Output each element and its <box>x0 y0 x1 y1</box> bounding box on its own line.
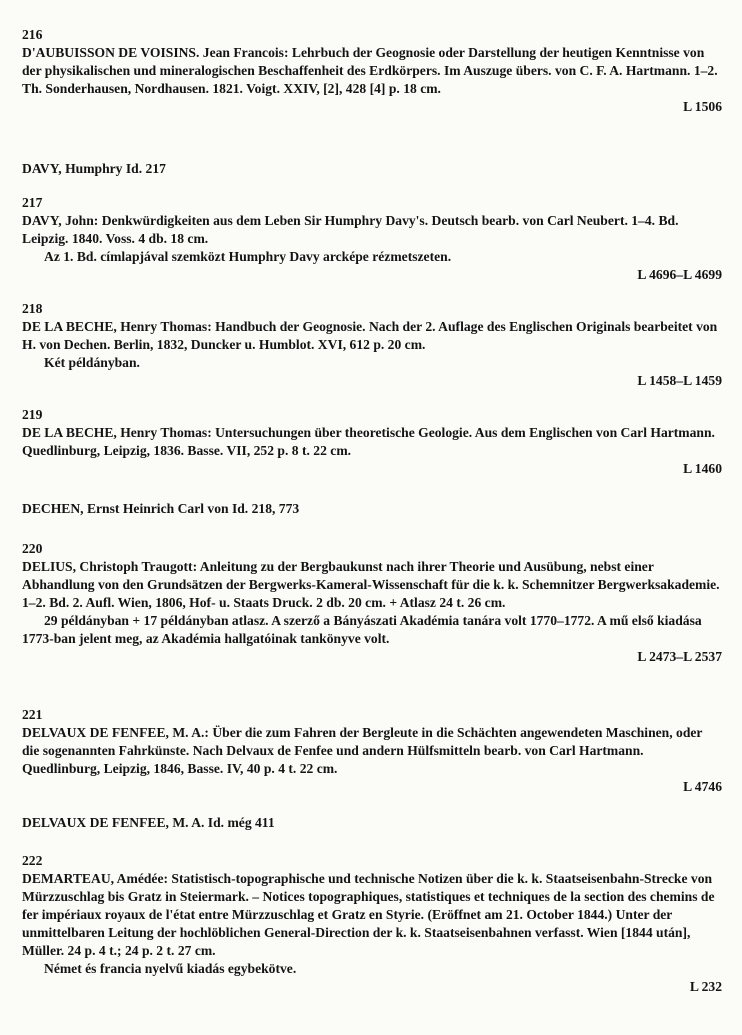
entry-note: 29 példányban + 17 példányban atlasz. A szerző a Bányászati Akadémia tanára volt 1770–1772. A mű első kiadása 1773-ban jelent meg, az Akadémia hallgatóinak tankönyve volt. <box>22 613 702 646</box>
entry-description: DELIUS, Christoph Traugott: Anleitung zu der Bergbaukunst nach ihrer Theorie und Ausübung, nebst einer Abhandlung von den Grundsätzen der Bergwerks-Kameral-Wissenschaft für die k. k. Schemnitzer Bergwerksakademie. 1–2. Bd. 2. Aufl. Wien, 1806, Hof- u. Staats Druck. 2 db. 20 cm. + Atlasz 24 t. 26 cm. <box>22 559 720 610</box>
cross-reference: DELVAUX DE FENFEE, M. A. Id. még 411 <box>22 815 275 830</box>
entry-number: 217 <box>22 195 43 210</box>
entry-number: 219 <box>22 407 43 422</box>
entry-218 <box>22 300 722 390</box>
entry-note: Az 1. Bd. címlapjával szemközt Humphry Davy arcképe rézmetszeten. <box>44 249 452 264</box>
cross-reference-dechen <box>22 500 722 518</box>
cross-reference-davy-humphry <box>22 160 722 178</box>
entry-description: DEMARTEAU, Amédée: Statistisch-topographische und technische Notizen über die k. k. Staatseisenbahn-Strecke von Mürzzuschlag bis Gratz in Steiermark. – Notices topographiques, statistiques et techniques de la section des chemins de fer impériaux royaux de l'état entre Mürzzuschlag et Gratz en Styrie. (Eröffnet am 21. October 1844.) Unter der unmittelbaren Leitung der hochlöblichen General-Direction der k. k. Staatseisenbahnen verfasst. Wien [1844 után], Müller. 24 p. 4 t.; 24 p. 2 t. 27 cm. <box>22 871 715 958</box>
cross-reference: DAVY, Humphry Id. 217 <box>22 161 166 176</box>
entry-number: 220 <box>22 541 43 556</box>
entry-number: 216 <box>22 27 43 42</box>
entry-221 <box>22 706 722 796</box>
entry-222 <box>22 852 722 996</box>
entry-216 <box>22 26 722 116</box>
entry-shelfmark: L 1458–L 1459 <box>637 373 722 388</box>
entry-shelfmark: L 1506 <box>683 99 722 114</box>
entry-219 <box>22 406 722 478</box>
entry-number: 218 <box>22 301 43 316</box>
entry-description: DELVAUX DE FENFEE, M. A.: Über die zum Fahren der Bergleute in die Schächten angewendeten Maschinen, oder die sogenannten Fahrkünste. Nach Delvaux de Fenfee und andern Hülfsmitteln bearb. von Carl Hartmann. Quedlinburg, Leipzig, 1846, Basse. IV, 40 p. 4 t. 22 cm. <box>22 725 703 776</box>
entry-shelfmark: L 4746 <box>683 779 722 794</box>
cross-reference-delvaux <box>22 814 722 832</box>
entry-description: DE LA BECHE, Henry Thomas: Handbuch der Geognosie. Nach der 2. Auflage des Englischen Originals bearbeitet von H. von Dechen. Berlin, 1832, Duncker u. Humblot. XVI, 612 p. 20 cm. <box>22 319 718 352</box>
cross-reference: DECHEN, Ernst Heinrich Carl von Id. 218, 773 <box>22 501 300 516</box>
entry-description: DE LA BECHE, Henry Thomas: Untersuchungen über theoretische Geologie. Aus dem Englischen von Carl Hartmann. Quedlinburg, Leipzig, 1836. Basse. VII, 252 p. 8 t. 22 cm. <box>22 425 715 458</box>
entry-note: Két példányban. <box>44 355 140 370</box>
entry-shelfmark: L 232 <box>689 979 722 994</box>
entry-217 <box>22 194 722 284</box>
entry-shelfmark: L 1460 <box>683 461 722 476</box>
entry-number: 222 <box>22 853 43 868</box>
entry-220 <box>22 540 722 666</box>
entry-number: 221 <box>22 707 43 722</box>
entry-shelfmark: L 4696–L 4699 <box>637 267 722 282</box>
entry-description: DAVY, John: Denkwürdigkeiten aus dem Leben Sir Humphry Davy's. Deutsch bearb. von Carl Neubert. 1–4. Bd. Leipzig. 1840. Voss. 4 db. 18 cm. <box>22 213 679 246</box>
entry-note: Német és francia nyelvű kiadás egybekötve. <box>44 961 297 976</box>
entry-shelfmark: L 2473–L 2537 <box>637 649 722 664</box>
entry-description: D'AUBUISSON DE VOISINS. Jean Francois: Lehrbuch der Geognosie oder Darstellung der heutigen Kenntnisse von der physikalischen und mineralogischen Beschaffenheit des Erdkörpers. Im Auszuge übers. von C. F. A. Hartmann. 1–2. Th. Sonderhausen, Nordhausen. 1821. Voigt. XXIV, [2], 428 [4] p. 18 cm. <box>22 45 718 96</box>
